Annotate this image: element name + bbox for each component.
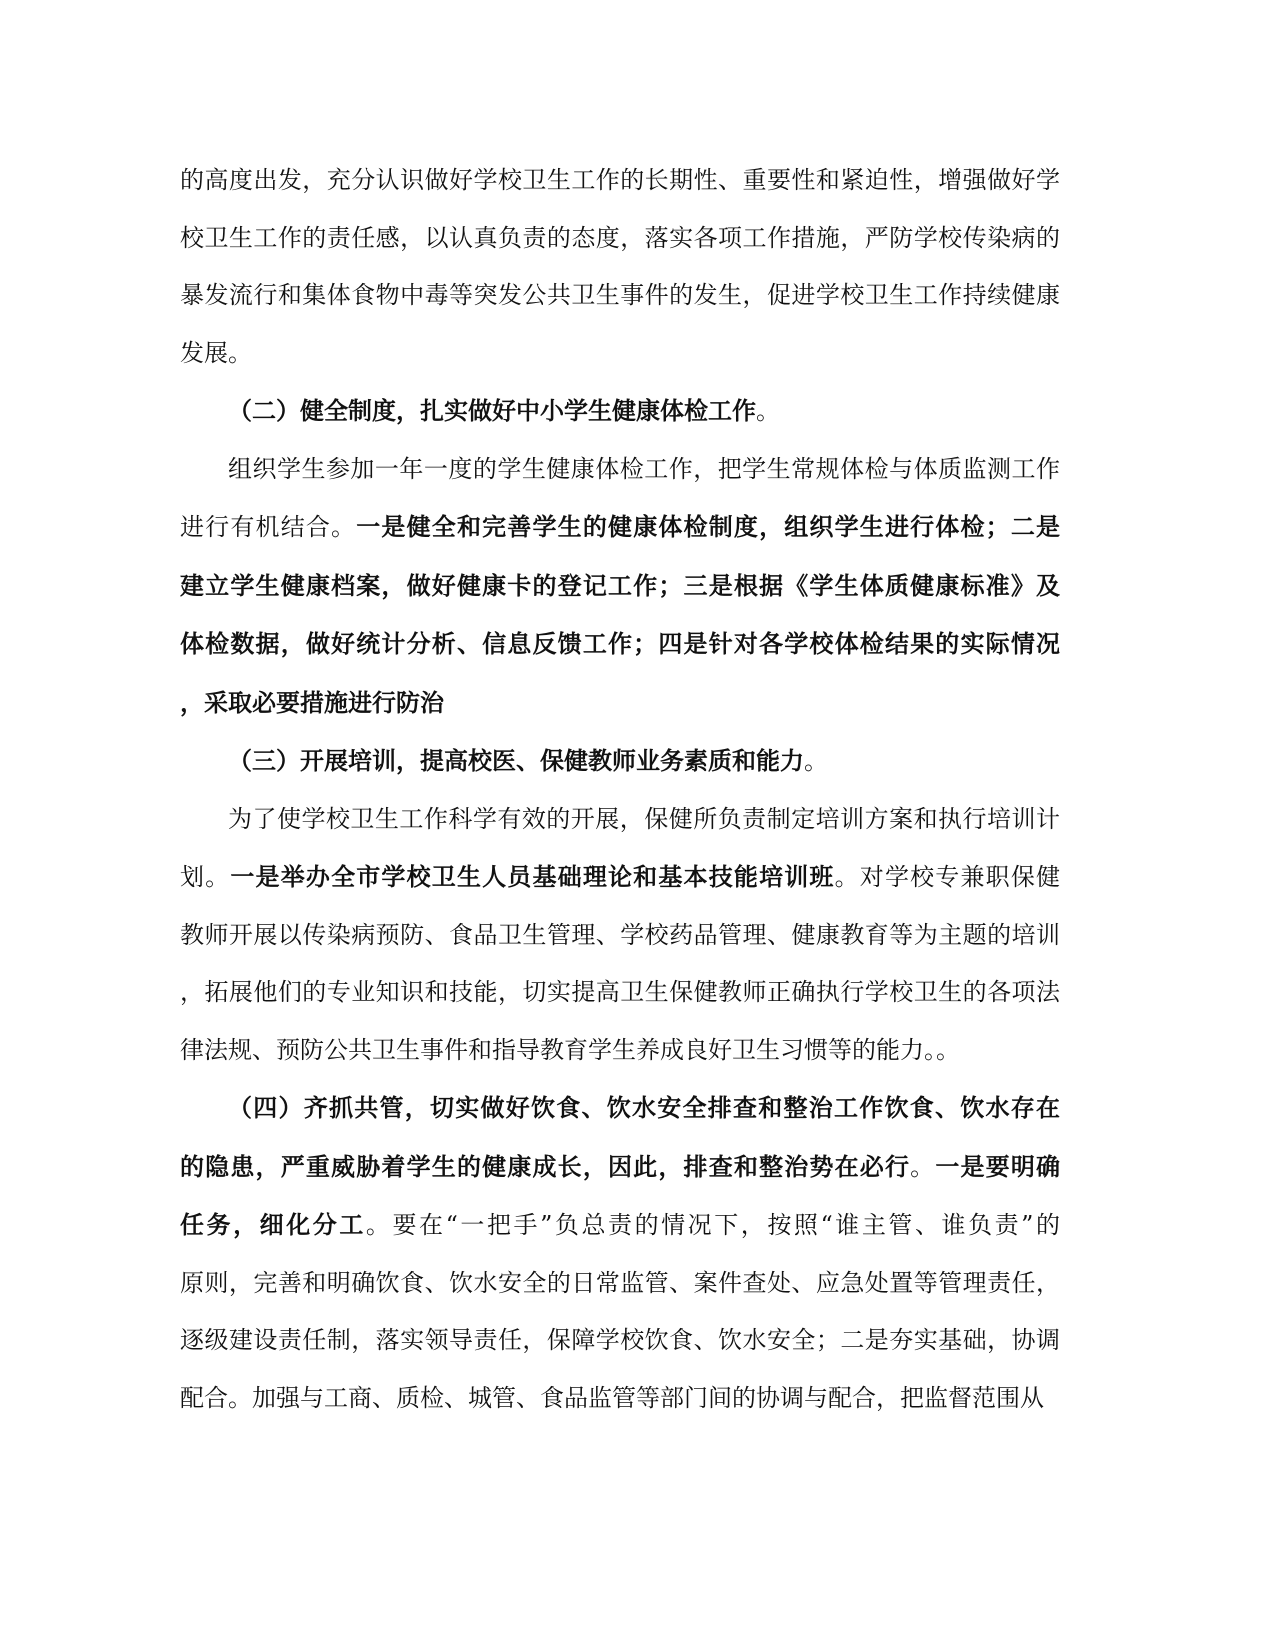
text-run: 。对学校专兼职保健 bbox=[834, 863, 1061, 891]
section-heading bbox=[180, 382, 1060, 441]
bold-text: 体检数据，做好统计分析、信息反馈工作；四是针对各学校体检结果的实际情况 bbox=[180, 629, 1060, 658]
bold-text: 一是举办全市学校卫生人员基础理论和基本技能培训班 bbox=[230, 862, 835, 891]
text-line bbox=[180, 848, 1060, 907]
bold-text: 的隐患，严重威胁着学生的健康成长，因此，排查和整治势在必行 bbox=[180, 1151, 911, 1181]
text-run: 划。 bbox=[180, 863, 231, 891]
text-run: 配合。加强与工商、质检、城管、食品监管等部门间的协调与配合，把监督范围从 bbox=[180, 1383, 1044, 1412]
text-run: 逐级建设责任制，落实领导责任，保障学校饮食、饮水安全；二是夯实基础，协调 bbox=[180, 1326, 1060, 1354]
text-run: 进行有机结合。 bbox=[180, 513, 357, 541]
text-line bbox=[180, 1022, 1060, 1080]
text-line bbox=[180, 152, 1060, 210]
text-run: 的高度出发，充分认识做好学校卫生工作的长期性、重要性和紧迫性，增强做好学 bbox=[180, 166, 1060, 194]
text-line bbox=[180, 907, 1060, 965]
text-run: 发展。 bbox=[180, 338, 252, 367]
section-heading bbox=[180, 1079, 1060, 1427]
body-paragraph bbox=[180, 441, 1060, 733]
bold-text: ，采取必要措施进行防治 bbox=[180, 687, 444, 717]
text-run: 为了使学校卫生工作科学有效的开展，保健所负责制定培训方案和执行培训计 bbox=[228, 804, 1060, 833]
text-line bbox=[180, 674, 1060, 733]
text-line bbox=[180, 325, 1060, 383]
document-page bbox=[180, 152, 1060, 1427]
text-line bbox=[180, 441, 1060, 499]
text-line bbox=[180, 557, 1060, 616]
text-line bbox=[180, 210, 1060, 268]
bold-text: 一是健全和完善学生的健康体检制度，组织学生进行体检；二是 bbox=[356, 512, 1061, 541]
text-run: ，拓展他们的专业知识和技能，切实提高卫生保健教师正确执行学校卫生的各项法 bbox=[180, 978, 1060, 1006]
text-run: 原则，完善和明确饮食、饮水安全的日常监管、案件查处、应急处置等管理责任， bbox=[180, 1268, 1060, 1297]
text-line bbox=[180, 732, 1060, 791]
bold-text: 建立学生健康档案，做好健康卡的登记工作；三是根据《学生体质健康标准》及 bbox=[180, 570, 1060, 600]
text-line bbox=[180, 1312, 1060, 1370]
text-run: 。 bbox=[756, 397, 780, 425]
bold-text: （二）健全制度，扎实做好中小学生健康体检工作 bbox=[228, 396, 756, 425]
text-run: 。要在“一把手”负总责的情况下，按照“谁主管、谁负责”的 bbox=[365, 1211, 1061, 1239]
text-line bbox=[180, 1196, 1060, 1255]
body-paragraph bbox=[180, 791, 1060, 1080]
bold-text: （三）开展培训，提高校医、保健教师业务素质和能力 bbox=[228, 746, 804, 775]
text-run: 暴发流行和集体食物中毒等突发公共卫生事件的发生，促进学校卫生工作持续健康 bbox=[180, 281, 1060, 309]
bold-text: （四）齐抓共管，切实做好饮食、饮水安全排查和整治工作饮食、饮水存在 bbox=[228, 1093, 1060, 1122]
text-run: 。 bbox=[910, 1152, 936, 1181]
text-run: 。 bbox=[804, 747, 828, 775]
text-run: 教师开展以传染病预防、食品卫生管理、学校药品管理、健康教育等为主题的培训 bbox=[180, 920, 1060, 949]
text-line bbox=[180, 1255, 1060, 1313]
text-line bbox=[180, 498, 1060, 557]
text-line bbox=[180, 1370, 1060, 1428]
text-line bbox=[180, 791, 1060, 849]
body-paragraph bbox=[180, 152, 1060, 382]
text-run: 组织学生参加一年一度的学生健康体检工作，把学生常规体检与体质监测工作 bbox=[228, 454, 1060, 483]
bold-text: 一是要明确 bbox=[935, 1151, 1061, 1181]
text-line bbox=[180, 1138, 1060, 1197]
text-line bbox=[180, 382, 1060, 441]
bold-text: 任务，细化分工 bbox=[180, 1210, 366, 1239]
text-line bbox=[180, 615, 1060, 674]
section-heading bbox=[180, 732, 1060, 791]
text-line bbox=[180, 267, 1060, 325]
text-run: 校卫生工作的责任感，以认真负责的态度，落实各项工作措施，严防学校传染病的 bbox=[180, 223, 1060, 252]
text-line bbox=[180, 1079, 1060, 1138]
text-line bbox=[180, 964, 1060, 1022]
text-run: 律法规、预防公共卫生事件和指导教育学生养成良好卫生习惯等的能力。。 bbox=[180, 1035, 960, 1064]
